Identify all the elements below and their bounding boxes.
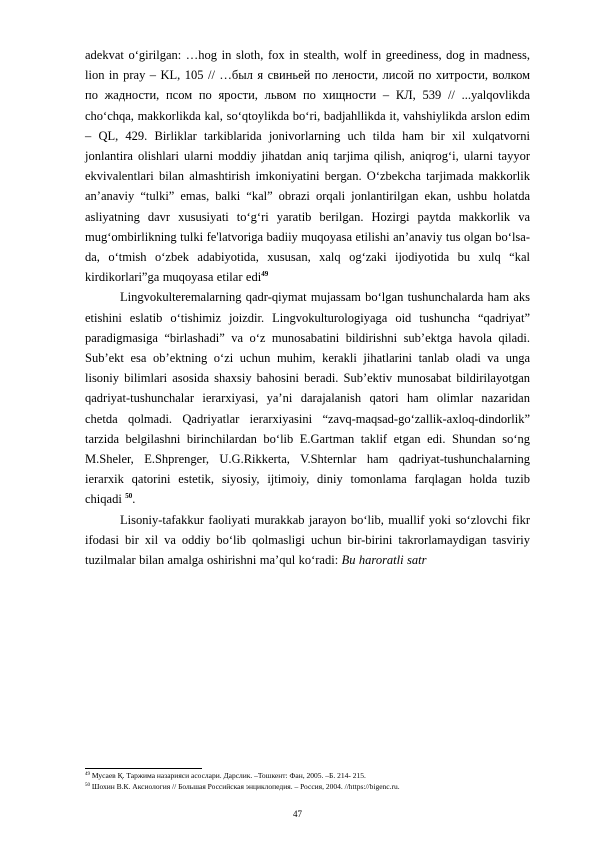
- footnote-divider: [85, 768, 202, 769]
- paragraph-1-text: adekvat o‘girilgan: …hog in sloth, fox in stealth, wolf in greediness, dog in madness, lion in pray – KL, 105 // …был я свиньей по лености, лисой по хитрости, волком по жадности, псом по ярости, львом по хищности – КЛ, 539 // ...yalqovlikda cho‘chqa, makkorlikda kal, so‘qtoylikda bo‘ri, badjahllikda it, vahshiylikda arslon edim – QL, 429. Birliklar tarkiblarida jonivorlarning uch tilda ham bir xil xulqatvorni jonlantira olishlari ularni moddiy jihatdan aniq tarjima qilish, aniqrog‘i, ularni tayyor ekvivalentlari bilan almashtirish imkoniyatini bergan. O‘zbekcha tarjimada makkorlik an’anaviy “tulki” emas, balki “kal” obrazi orqali jonlantirilgan ekan, ushbu holatda asliyatning davr xususiyati to‘g‘ri yaratib berilgan. Hozirgi paytda makkorlik va mug‘ombirlikning tulki fe'latvoriga badiiy muqoyasa etilishi an’anaviy tus olgan bo‘lsa-da, o‘tmish o‘zbek adabiyotida, xususan, xalq og‘zaki ijodiyotida bu xulq “kal kirdikorlari”ga muqoyasa etilar edi: [85, 48, 530, 285]
- footnote-50: [85, 782, 530, 793]
- footnote-49: [85, 771, 530, 782]
- page-body: [85, 45, 530, 570]
- paragraph-3-italic-quote: Bu haroratli satr: [341, 553, 427, 568]
- page-number: 47: [293, 809, 302, 819]
- paragraph-2-text: Lingvokulteremalarning qadr-qiymat mujassam bo‘lgan tushunchalarda ham aks etishini eslatib o‘tishimiz joizdir. Lingvokulturologiyaga oid tushuncha “qadriyat” paradigmasiga “birlashadi” va o‘z munosabatini bildirishni sub’ektga havola qiladi. Sub’ekt esa ob’ektning o‘zi uchun muhim, kerakli jihatlarini tanlab oladi va unga lisoniy bilimlari asosida shaxsiy bahosini beradi. Sub’ektiv munosabat bildirilayotgan qadriyat-tushunchalar ierarxiyasi, ya’ni darajalanish qatori ham olimlar nazaridan chetda qolmadi. Qadriyatlar ierarxiyasini “zavq-maqsad-go‘zallik-axloq-dindorlik” tarzida belgilashni birinchilardan bo‘lib E.Gartman taklif etgan edi. Shundan so‘ng M.Sheler, E.Shprenger, U.G.Rikkerta, V.Shternlar ham qadriyat-tushunchalarning ierarxik qatorini estetik, siyosiy, ijtimoiy, diniy tomonlama farqlagan holda tuzib chiqadi: [85, 290, 530, 507]
- footnotes: [85, 771, 530, 792]
- footnote-49-number: 49: [85, 772, 90, 777]
- footnote-ref-50[interactable]: 50: [125, 492, 133, 501]
- footnote-50-text: Шохин В.К. Аксиология // Большая Российская энциклопедия. – Россия, 2004. //https://bigenc.ru.: [91, 781, 400, 791]
- footnote-ref-49[interactable]: 49: [261, 270, 269, 279]
- paragraph-1: [85, 45, 530, 287]
- paragraph-3: [85, 510, 530, 571]
- paragraph-2-end: .: [132, 492, 136, 507]
- paragraph-3-text: Lisoniy-tafakkur faoliyati murakkab jarayon bo‘lib, muallif yoki so‘zlovchi fikr ifodasi bir xil va oddiy bo‘lib qolmasligi uchun bir-birini takrorlamaydigan tasviriy tuzilmalar bilan amalga oshirishni ma’qul ko‘radi:: [85, 512, 530, 568]
- footnote-50-number: 50: [85, 782, 90, 788]
- paragraph-2: [85, 287, 530, 509]
- footnote-49-text: Мусаев Қ. Таржима назарияси асослари. Дарслик. –Тошкент: Фан, 2005. –Б. 214- 215.: [91, 771, 366, 780]
